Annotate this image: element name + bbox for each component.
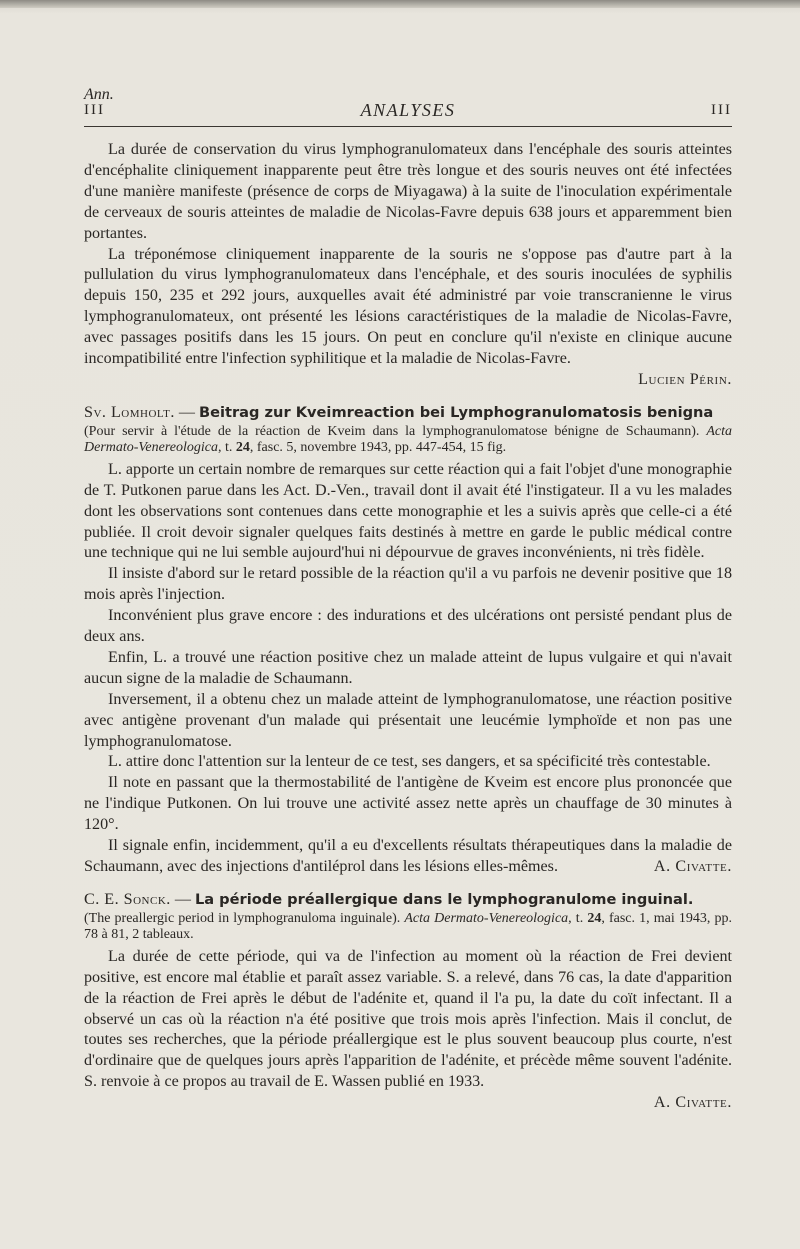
paragraph: Il insiste d'abord sur le retard possible de la réaction qu'il a vu parfois ne devenir positive que 18 mois après l'injection.	[84, 565, 732, 604]
review-title: La période préallergique dans le lymphogranulome inguinal.	[194, 890, 694, 908]
citation-subtitle: (Pour servir à l'étude de la réaction de Kveim dans la lymphogranulomatose bénigne de Schaumann).	[84, 423, 707, 439]
paragraph: Inconvénient plus grave encore : des indurations et des ulcérations ont persisté pendant plus de deux ans.	[84, 607, 732, 646]
journal-abbreviation: Ann.	[84, 86, 114, 103]
reviewer-signature: Lucien Périn.	[638, 370, 732, 388]
citation-pre: , t.	[568, 910, 588, 926]
reviewer-signature: A. Civatte.	[653, 858, 732, 875]
paragraph: La tréponémose cliniquement inapparente de la souris ne s'oppose pas d'autre part à la pullulation du virus lymphogranulomateux dans l'encéphale, et des souris inoculées de syphilis depuis 150, 235 et 292 jours, auxquelles avait été administré par voie transcranienne le virus lymphogranulomateux, ont présenté les lésions caractéristiques de la maladie de Nicolas-Favre, avec passages positifs dans les 15 jours. On peut en conclure qu'il n'existe en clinique aucune incompatibilité entre l'infection syphilitique et la maladie de Nicolas-Favre.	[84, 245, 732, 368]
section-title: ANALYSES	[360, 100, 456, 120]
citation-post: , fasc. 5, novembre 1943, pp. 447-454, 15 fig.	[249, 439, 507, 455]
body-text	[84, 140, 732, 1114]
header-rule	[84, 126, 732, 127]
citation-pre: , t.	[218, 439, 236, 455]
citation-post: , fasc. 1, mai 1943, pp. 78 à 81, 2 tableaux.	[84, 910, 733, 942]
paragraph-with-signature	[84, 836, 732, 878]
citation-journal: Acta Dermato-Venereologica	[84, 423, 732, 455]
page-number-right: III	[711, 102, 732, 118]
paragraph: L. apporte un certain nombre de remarques sur cette réaction qui a fait l'objet d'une monographie de T. Putkonen parue dans les Act. D.-Ven., travail dont il avait été l'instigateur. Il a vu les malades dont les observations sont contenues dans cette monographie et les a suivis après que celle-ci a été publiée. Il croit devoir signaler quelques faits destinés à mettre en garde le public médical contre une technique qui ne lui semble aujourd'hui ni dépourvue de graves inconvénients, ni très fidèle.	[84, 460, 732, 562]
citation-subtitle: (The preallergic period in lymphogranuloma inguinale).	[84, 910, 405, 926]
review-title: Beitrag zur Kveimreaction bei Lymphogranulomatosis benigna	[198, 403, 714, 421]
citation-journal: Acta Dermato-Venereologica	[404, 910, 569, 926]
citation-volume: 24	[587, 910, 602, 926]
page-number-left: III	[84, 102, 105, 118]
review-citation	[84, 911, 732, 943]
paragraph: Il note en passant que la thermostabilité de l'antigène de Kveim est encore plus prononcée que ne l'indique Putkonen. On lui trouve une activité assez nette après un chauffage de 30 minutes à 120°.	[84, 774, 732, 834]
review-citation	[84, 424, 732, 456]
heading-dash: —	[174, 403, 199, 421]
paragraph: Inversement, il a obtenu chez un malade atteint de lymphogranulomatose, une réaction positive avec antigène provenant d'un malade qui présentait une leucémie lymphoïde et non pas une lymphogranulomatose.	[84, 690, 732, 750]
paragraph-text: Il signale enfin, incidemment, qu'il a eu d'excellents résultats thérapeutiques dans la maladie de Schaumann, avec des injections d'antiléprol dans les lésions elles-mêmes.	[84, 837, 732, 875]
review-author: C. E. Sonck.	[84, 890, 171, 908]
paragraph: Enfin, L. a trouvé une réaction positive chez un malade atteint de lupus vulgaire et qui n'avait aucun signe de la maladie de Schaumann.	[84, 648, 732, 687]
citation-volume: 24	[235, 439, 250, 455]
review-heading	[84, 890, 732, 911]
page-top-edge	[0, 0, 800, 8]
review-entry	[84, 890, 732, 943]
review-entry	[84, 403, 732, 456]
review-author: Sv. Lomholt.	[84, 403, 175, 421]
paragraph: La durée de cette période, qui va de l'infection au moment où la réaction de Frei devient positive, est encore mal établie et paraît assez variable. S. a relevé, dans 76 cas, la date d'apparition de la réaction de Frei après le début de l'adénite et, quand il l'a pu, la date du coït infectant. Il a observé un cas où la réaction n'a été positive que trois mois après l'infection. Mais il conclut, de toutes ses recherches, que la période préallergique est le plus souvent beaucoup plus courte, n'est d'ordinaire que de quelques jours après l'apparition de l'adénite, et précède même souvent l'adénite. S. renvoie à ce propos au travail de E. Wassen publié en 1933.	[84, 947, 732, 1091]
paragraph: La durée de conservation du virus lymphogranulomateux dans l'encéphale des souris atteintes d'encéphalite cliniquement inapparente peut être très longue et des souris neuves ont été infectées d'une manière manifeste (présence de corps de Miyagawa) à la suite de l'inoculation expérimentale de cerveaux de souris atteintes de maladie de Nicolas-Favre depuis 638 jours et apparemment bien portantes.	[84, 141, 732, 242]
paragraph: L. attire donc l'attention sur la lenteur de ce test, ses dangers, et sa spécificité très contestable.	[108, 753, 711, 771]
review-heading	[84, 403, 732, 424]
heading-dash: —	[170, 890, 195, 908]
reviewer-signature: A. Civatte.	[653, 1094, 732, 1112]
